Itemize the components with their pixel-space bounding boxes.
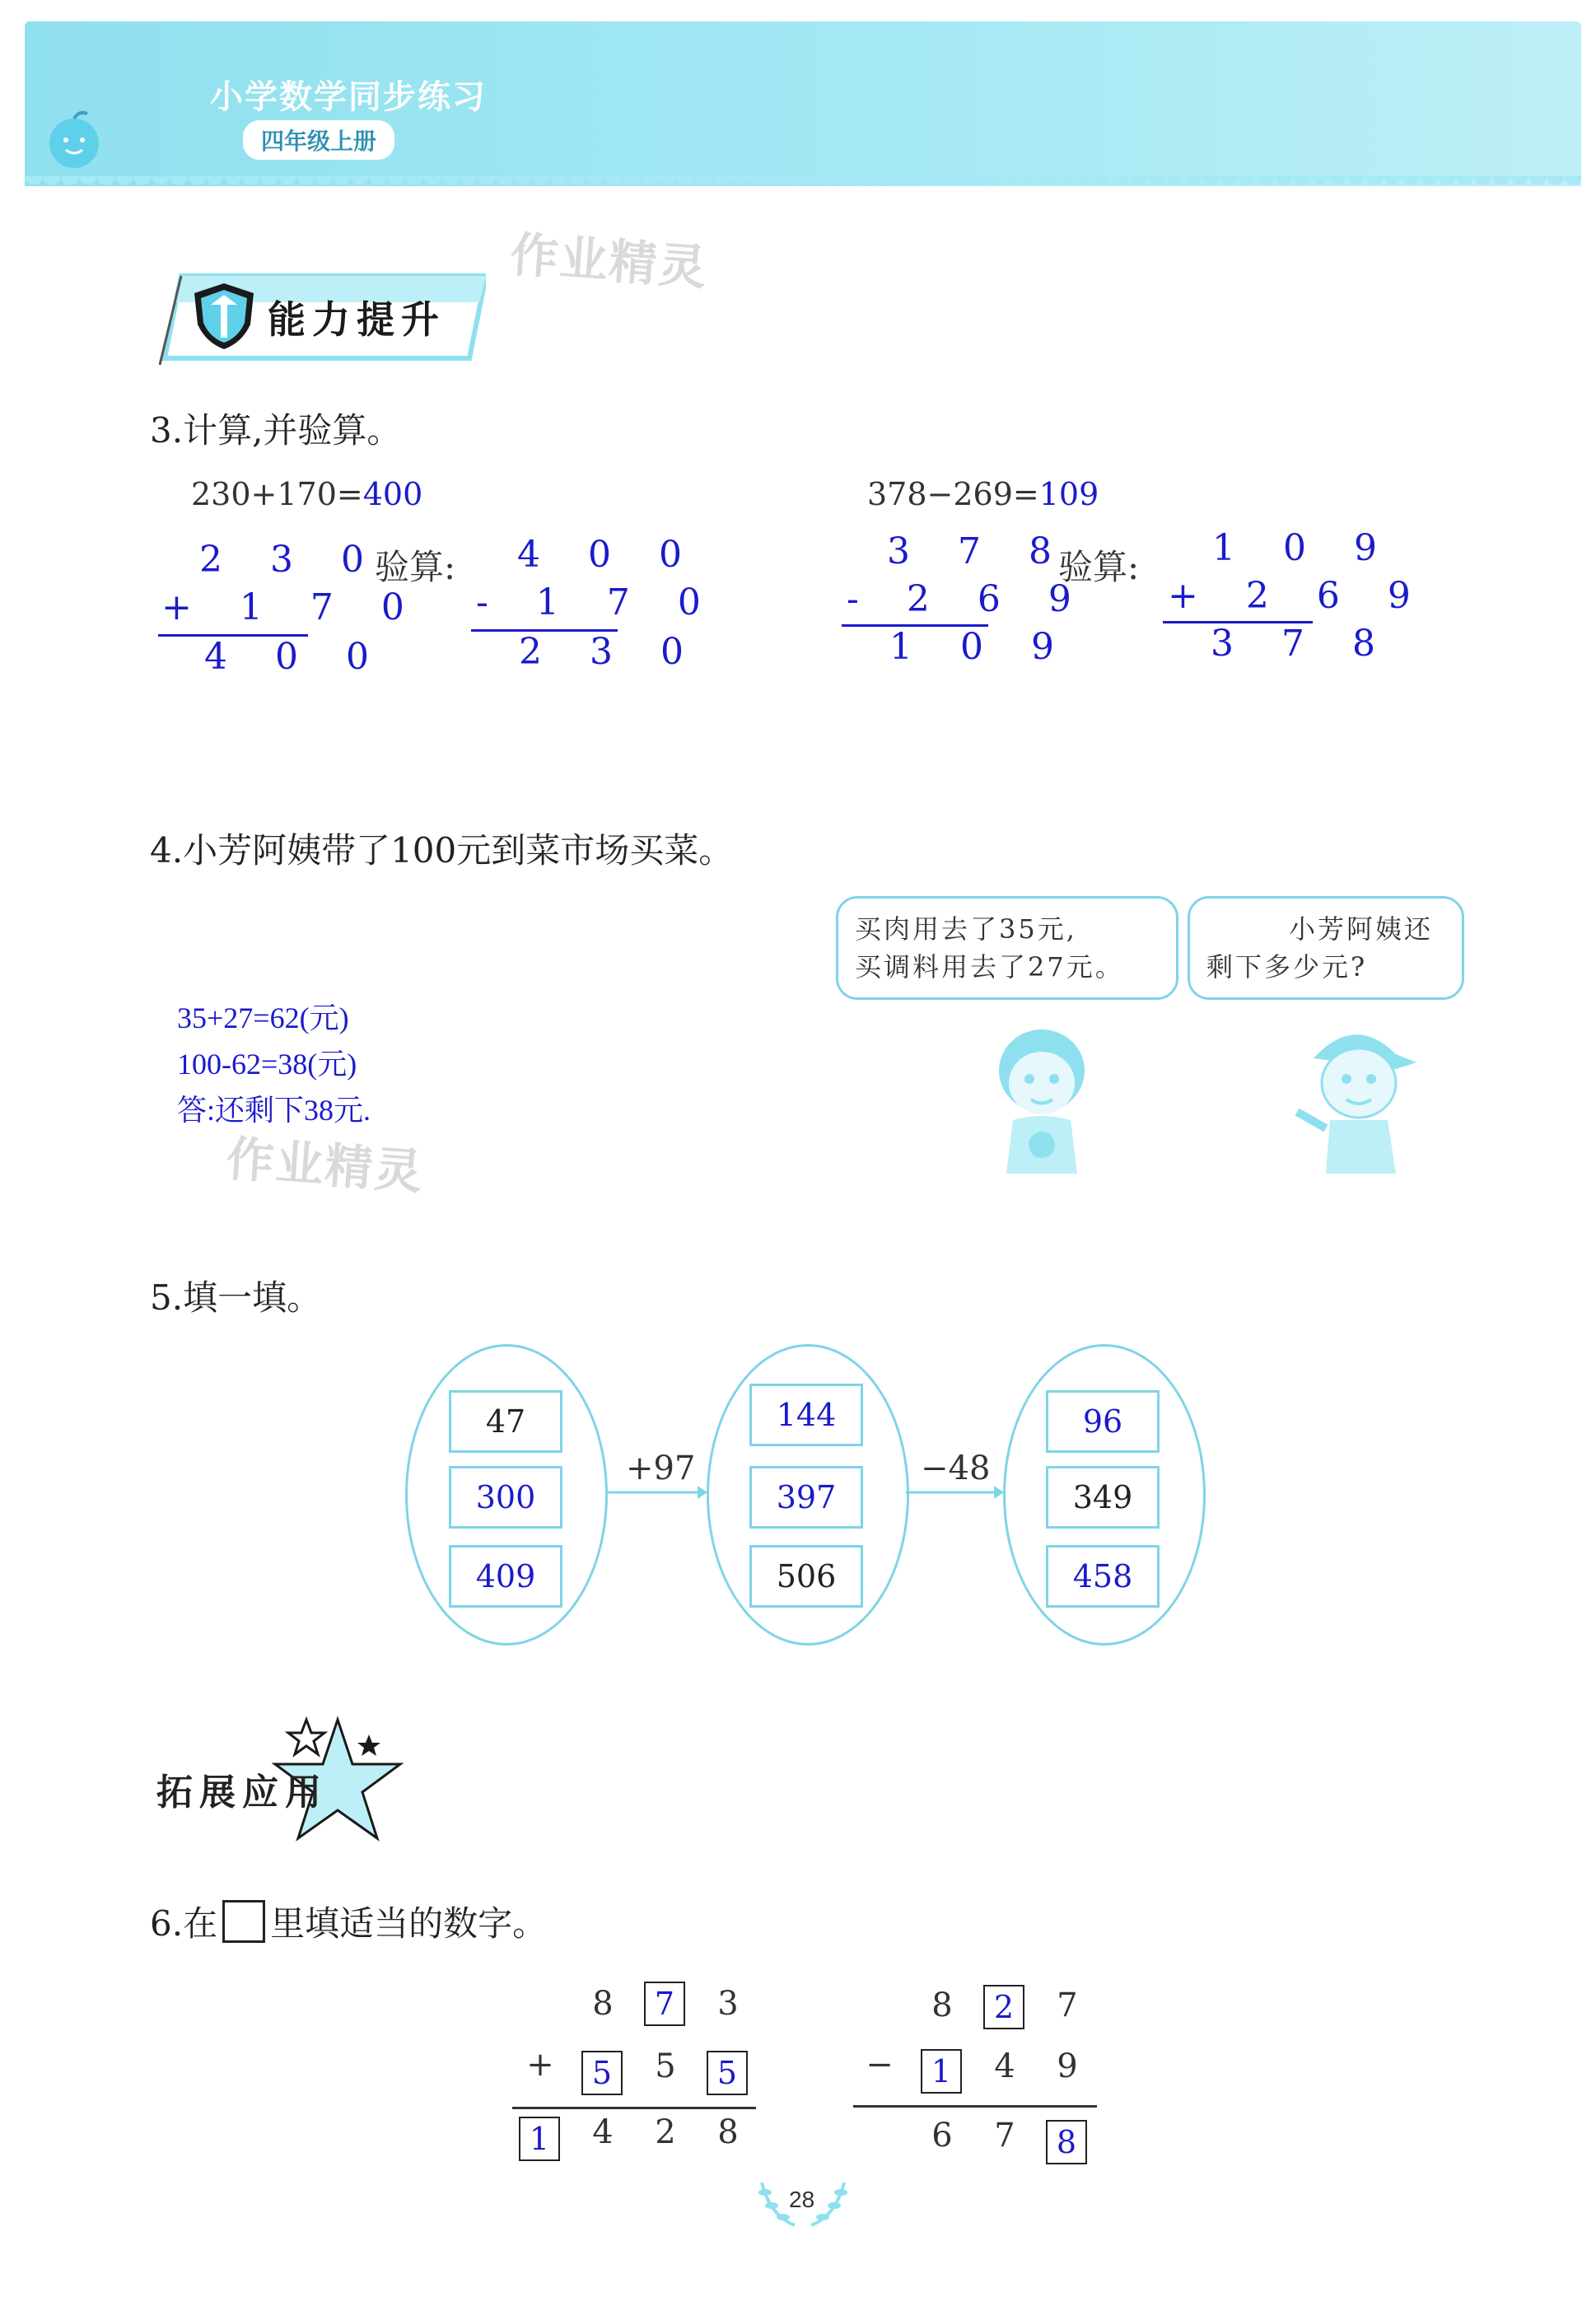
digit: 2	[655, 2113, 676, 2151]
q4-work-line: 100-62=38(元)	[177, 1048, 357, 1081]
operation-label: +97	[626, 1450, 696, 1487]
value-box: 349	[1046, 1466, 1160, 1529]
check-row: 1 0 9	[1212, 527, 1395, 569]
check-row: 2 3 0	[519, 631, 702, 673]
operation-label: −48	[921, 1450, 991, 1487]
speech-bubble-right	[1188, 896, 1464, 1000]
calc-row: 3 7 8	[887, 530, 1070, 572]
q5-prompt: 5.填一填。	[150, 1277, 322, 1318]
q4-prompt: 4.小芳阿姨带了100元到菜市场买菜。	[150, 830, 734, 871]
check-row: - 1 7 0	[476, 581, 719, 623]
bubble-line: 小芳阿姨还	[1289, 913, 1434, 945]
digit: 6	[931, 2117, 953, 2155]
value-box: 300	[449, 1466, 562, 1529]
speech-bubble-left	[836, 896, 1178, 1000]
section-title: 能力提升	[268, 297, 446, 342]
calc-row: 2 3 0	[199, 539, 382, 581]
q3-right-equation	[867, 476, 1099, 512]
watermark: 作业精灵	[224, 1130, 426, 1201]
digit: 4	[592, 2113, 614, 2151]
apple-mascot-icon	[41, 107, 107, 173]
sum-line	[512, 2107, 756, 2109]
check-row: 3 7 8	[1211, 623, 1393, 665]
digit: 7	[1057, 1987, 1078, 2024]
calc-row: + 1 7 0	[161, 586, 422, 628]
digit: 7	[994, 2117, 1015, 2155]
section-title: 拓展应用	[156, 1772, 328, 1814]
check-row: 4 0 0	[517, 534, 700, 576]
prompt-text: 里填适当的数字。	[270, 1903, 548, 1944]
arrow-right-icon	[605, 1482, 708, 1502]
difference-line	[853, 2105, 1097, 2108]
bubble-line: 买肉用去了35元,	[855, 913, 1077, 945]
answer-box: 2	[983, 1985, 1024, 2029]
value-box: 458	[1046, 1545, 1160, 1608]
digit: 4	[994, 2047, 1015, 2085]
prompt-text: 6.在	[150, 1903, 218, 1944]
value-box: 409	[449, 1545, 562, 1608]
bubble-line: 剩下多少元?	[1206, 951, 1368, 983]
answer-box: 7	[644, 1982, 685, 2026]
empty-box-icon	[222, 1900, 265, 1943]
book-title: 小学数学同步练习	[210, 78, 487, 116]
equation-answer: 400	[362, 476, 423, 512]
calc-row: - 2 6 9	[847, 578, 1090, 620]
answer-box: 1	[519, 2117, 560, 2161]
digit: 9	[1057, 2047, 1078, 2085]
calc-row: 4 0 0	[204, 636, 387, 678]
q4-work-line: 35+27=62(元)	[177, 1001, 349, 1034]
digit: 8	[931, 1987, 953, 2024]
check-label: 验算:	[1058, 547, 1140, 587]
q6-prompt	[150, 1897, 547, 1946]
q3-prompt: 3.计算,并验算。	[150, 410, 402, 451]
operator: −	[866, 2046, 894, 2084]
digit: 8	[592, 1985, 614, 2023]
answer-box: 5	[581, 2051, 623, 2095]
shield-icon	[191, 282, 257, 351]
value-box: 506	[749, 1545, 863, 1608]
boy-mascot-icon	[1281, 1013, 1429, 1178]
answer-box: 5	[707, 2051, 748, 2095]
header-scallop-border	[25, 176, 1581, 194]
operator: +	[526, 2046, 554, 2084]
digit: 8	[717, 2113, 739, 2151]
check-label: 验算:	[375, 547, 456, 587]
value-box: 144	[749, 1384, 863, 1446]
equation-answer: 109	[1038, 476, 1099, 512]
digit: 3	[717, 1985, 739, 2023]
grade-tag: 四年级上册	[243, 120, 394, 160]
check-row: + 2 6 9	[1168, 575, 1429, 617]
q4-work-line: 答:还剩下38元.	[177, 1094, 371, 1127]
bubble-line: 买调料用去了27元。	[855, 951, 1124, 983]
value-box: 397	[749, 1466, 863, 1529]
calc-row: 1 0 9	[889, 626, 1072, 668]
answer-box: 8	[1046, 2120, 1087, 2164]
value-box: 47	[449, 1390, 562, 1453]
answer-box: 1	[921, 2049, 962, 2094]
watermark: 作业精灵	[508, 226, 710, 296]
girl-mascot-icon	[980, 1021, 1104, 1178]
q3-left-equation	[191, 476, 422, 512]
equation-text: 230+170=	[191, 476, 363, 512]
arrow-right-icon	[906, 1482, 1005, 1502]
page-number: 28	[789, 2187, 815, 2212]
digit: 5	[655, 2047, 676, 2085]
value-box: 96	[1046, 1390, 1160, 1453]
equation-text: 378−269=	[867, 476, 1039, 512]
